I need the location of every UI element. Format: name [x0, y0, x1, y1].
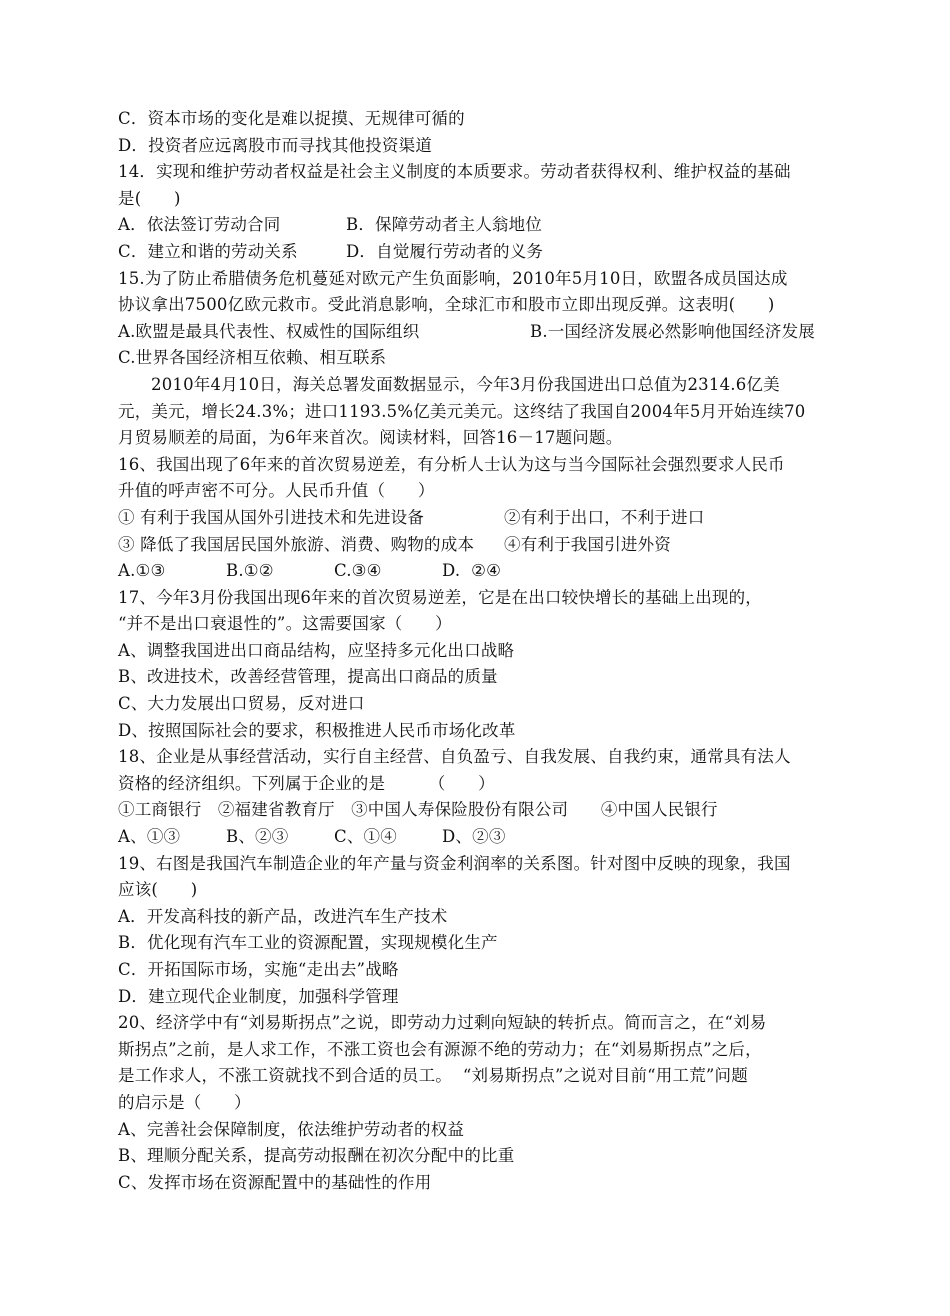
q18-option-c: C、①④	[334, 827, 397, 847]
text-line: 是工作求人，不涨工资就找不到合适的员工。 “刘易斯拐点”之说对目前“用工荒”问题	[118, 1066, 748, 1086]
q14-option-c: C．建立和谐的劳动关系	[118, 241, 298, 261]
q16-option-b: B.①②	[226, 561, 274, 581]
question-16: 16、我国出现了6年来的首次贸易逆差，有分析人士认为这与当今国际社会强烈要求人民币	[118, 454, 785, 474]
text-line: 的启示是（ ）	[118, 1092, 251, 1112]
q16-statements-row-1	[118, 505, 858, 532]
q16-option-c: C.③④	[334, 561, 382, 581]
q16-statement-4: ④有利于我国引进外资	[504, 534, 671, 554]
q15-option-c: C.世界各国经济相互依赖、相互联系	[118, 348, 387, 368]
text-line: 升值的呼声密不可分。人民币升值（ ）	[118, 481, 435, 501]
text-line: “并不是出口衰退性的”。这需要国家（ ）	[118, 614, 452, 634]
question-14: 14．实现和维护劳动者权益是社会主义制度的本质要求。劳动者获得权利、维护权益的基础	[118, 162, 791, 182]
q17-option-d: D、按照国际社会的要求，积极推进人民币市场化改革	[118, 720, 516, 740]
text-line: D．投资者应远离股市而寻找其他投资渠道	[118, 135, 433, 155]
text-line: 斯拐点”之前，是人求工作，不涨工资也会有源源不绝的劳动力；在“刘易斯拐点”之后，	[118, 1039, 762, 1059]
text-line: 应该( )	[118, 880, 198, 900]
text-line: C．资本市场的变化是难以捉摸、无规律可循的	[118, 109, 465, 128]
document-page	[118, 106, 858, 1196]
q17-option-c: C、大力发展出口贸易，反对进口	[118, 694, 365, 714]
q16-option-d: D. ②④	[442, 561, 502, 581]
q15-option-b: B.一国经济发展必然影响他国经济发展	[530, 321, 815, 341]
q14-options-row-1	[118, 212, 858, 239]
question-15: 15.为了防止希腊债务危机蔓延对欧元产生负面影响，2010年5月10日，欧盟各成员国达成	[118, 268, 788, 288]
text-line: 资格的经济组织。下列属于企业的是 （ ）	[118, 773, 495, 793]
text-line: 是( )	[118, 188, 181, 208]
text-line: 元，美元，增长24.3%；进口1193.5%亿美元美元。这终结了我国自2004年5月开始连续70	[118, 401, 806, 421]
q14-option-d: D．自觉履行劳动者的义务	[346, 241, 544, 261]
q16-options-row	[118, 558, 858, 585]
question-17: 17、今年3月份我国出现6年来的首次贸易逆差，它是在出口较快增长的基础上出现的，	[118, 587, 762, 607]
q15-option-a: A.欧盟是最具代表性、权威性的国际组织	[118, 321, 420, 341]
q17-option-b: B、改进技术，改善经营管理，提高出口商品的质量	[118, 667, 498, 687]
q16-statement-3: ③ 降低了我国居民国外旅游、消费、购物的成本	[118, 534, 475, 554]
question-19: 19、右图是我国汽车制造企业的年产量与资金利润率的关系图。针对图中反映的现象，我国	[118, 853, 791, 873]
q16-statement-1: ① 有利于我国从国外引进技术和先进设备	[118, 507, 425, 527]
q18-options-row	[118, 824, 858, 851]
q19-option-d: D．建立现代企业制度，加强科学管理	[118, 986, 399, 1006]
q19-option-a: A．开发高科技的新产品，改进汽车生产技术	[118, 906, 448, 926]
q20-option-b: B、理顺分配关系，提高劳动报酬在初次分配中的比重	[118, 1146, 515, 1166]
q15-options-row	[118, 319, 858, 346]
text-line: 月贸易顺差的局面，为6年来首次。阅读材料，回答16－17题问题。	[118, 428, 623, 448]
q16-statement-2: ②有利于出口，不利于进口	[504, 507, 705, 527]
q14-option-a: A．依法签订劳动合同	[118, 215, 281, 235]
text-line: 协议拿出7500亿欧元救市。受此消息影响，全球汇市和股市立即出现反弹。这表明( )	[118, 295, 775, 315]
q18-option-a: A、①③	[118, 827, 181, 847]
q19-option-b: B．优化现有汽车工业的资源配置，实现规模化生产	[118, 933, 498, 953]
material-paragraph: 2010年4月10日，海关总署发面数据显示，今年3月份我国进出口总值为2314.6亿美	[151, 374, 780, 394]
q17-option-a: A、调整我国进出口商品结构，应坚持多元化出口战略	[118, 640, 515, 660]
q19-option-c: C．开拓国际市场，实施“走出去”战略	[118, 960, 399, 979]
q18-option-d: D、②③	[442, 827, 506, 847]
q18-statements: ①工商银行 ②福建省教育厅 ③中国人寿保险股份有限公司 ④中国人民银行	[118, 800, 718, 820]
q20-option-c: C、发挥市场在资源配置中的基础性的作用	[118, 1172, 432, 1192]
q18-option-b: B、②③	[226, 827, 289, 847]
q20-option-a: A、完善社会保障制度，依法维护劳动者的权益	[118, 1119, 465, 1139]
q14-options-row-2	[118, 239, 858, 266]
question-18: 18、企业是从事经营活动，实行自主经营、自负盈亏、自我发展、自我约束，通常具有法人	[118, 747, 791, 767]
q16-statements-row-2	[118, 532, 858, 559]
q14-option-b: B．保障劳动者主人翁地位	[346, 215, 543, 235]
question-20: 20、经济学中有“刘易斯拐点”之说，即劳动力过剩向短缺的转折点。简而言之，在“刘易	[118, 1013, 767, 1033]
q16-option-a: A.①③	[118, 561, 166, 581]
